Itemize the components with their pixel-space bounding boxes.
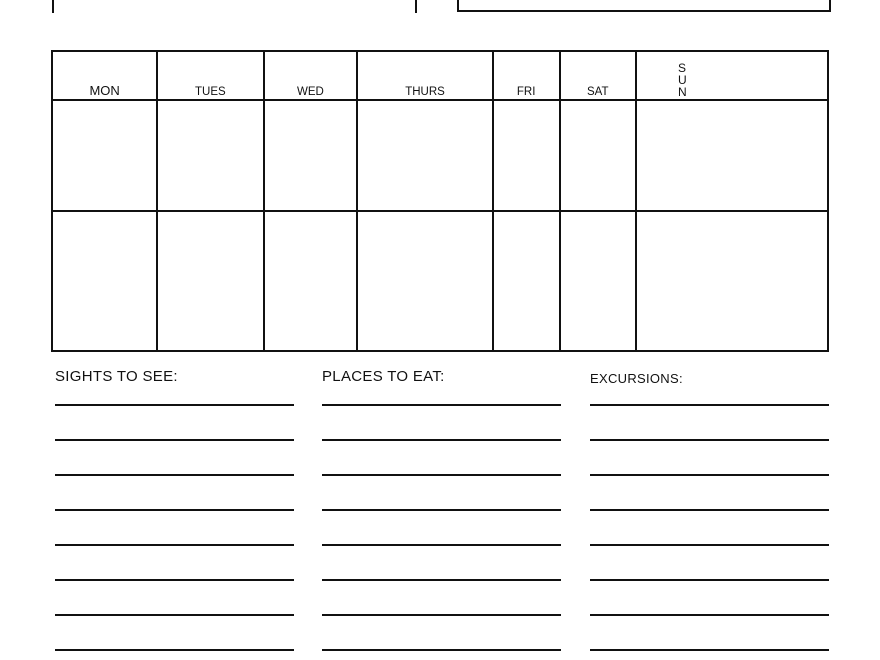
calendar-header-row: [52, 51, 828, 100]
day-header-wed: WED: [264, 51, 358, 100]
day-cell[interactable]: [636, 211, 828, 351]
write-line[interactable]: [55, 579, 294, 581]
list-title: EXCURSIONS:: [590, 371, 683, 386]
write-line[interactable]: [590, 579, 829, 581]
excursions-list: [590, 368, 829, 651]
day-cell[interactable]: [357, 211, 492, 351]
write-line[interactable]: [55, 614, 294, 616]
calendar-week-row: [52, 211, 828, 351]
write-line[interactable]: [55, 509, 294, 511]
day-header-sun: [636, 51, 828, 100]
day-cell[interactable]: [493, 100, 560, 211]
top-middle-field-border: [415, 0, 417, 13]
weekly-calendar: [51, 50, 829, 352]
write-line[interactable]: [322, 474, 561, 476]
day-cell[interactable]: [264, 100, 358, 211]
list-title: PLACES TO EAT:: [322, 368, 445, 385]
write-line[interactable]: [322, 649, 561, 651]
top-right-field-box: [457, 0, 831, 12]
day-cell[interactable]: [357, 100, 492, 211]
write-line[interactable]: [322, 439, 561, 441]
write-line[interactable]: [590, 439, 829, 441]
day-cell[interactable]: [560, 100, 637, 211]
write-line[interactable]: [55, 439, 294, 441]
day-cell[interactable]: [52, 211, 157, 351]
day-header-tues: TUES: [157, 51, 263, 100]
day-cell[interactable]: [52, 100, 157, 211]
write-line[interactable]: [590, 649, 829, 651]
write-line[interactable]: [322, 614, 561, 616]
sights-to-see-list: [55, 368, 294, 651]
write-line[interactable]: [55, 474, 294, 476]
day-cell[interactable]: [560, 211, 637, 351]
write-line[interactable]: [590, 404, 829, 406]
day-cell[interactable]: [157, 211, 263, 351]
day-cell[interactable]: [636, 100, 828, 211]
write-line[interactable]: [55, 404, 294, 406]
write-line[interactable]: [322, 544, 561, 546]
write-line[interactable]: [55, 649, 294, 651]
write-line[interactable]: [322, 509, 561, 511]
write-line[interactable]: [590, 509, 829, 511]
write-line[interactable]: [322, 579, 561, 581]
day-cell[interactable]: [493, 211, 560, 351]
day-header-sun-label: SUN: [678, 61, 687, 99]
day-cell[interactable]: [264, 211, 358, 351]
list-title: SIGHTS TO SEE:: [55, 368, 178, 385]
places-to-eat-list: [322, 368, 561, 651]
write-line[interactable]: [590, 614, 829, 616]
top-left-field-border: [52, 0, 54, 13]
write-line[interactable]: [590, 544, 829, 546]
write-line[interactable]: [55, 544, 294, 546]
day-header-fri: FRI: [493, 51, 560, 100]
calendar-week-row: [52, 100, 828, 211]
day-header-mon: MON: [52, 51, 157, 100]
write-line[interactable]: [322, 404, 561, 406]
day-header-sat: SAT: [560, 51, 637, 100]
day-cell[interactable]: [157, 100, 263, 211]
write-line[interactable]: [590, 474, 829, 476]
day-header-thurs: THURS: [357, 51, 492, 100]
